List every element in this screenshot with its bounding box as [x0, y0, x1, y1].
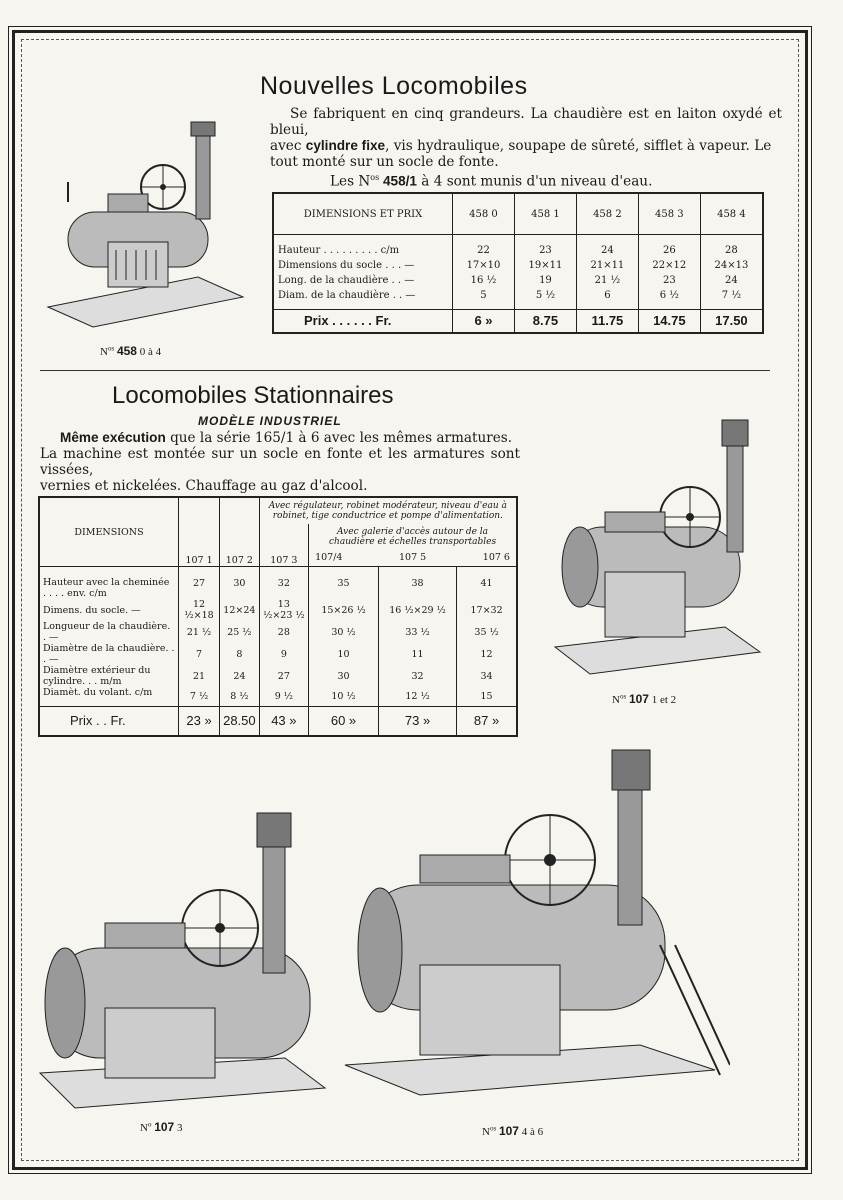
t2-col: 107 1 [179, 497, 220, 567]
t2-header-label: DIMENSIONS [39, 497, 179, 567]
caption-458: $N^{os}$ 458 0 à 4 [100, 344, 162, 358]
table-row: Diamèt. du volant. c/m 7 ½ 8 ½ 9 ½ 10 ½ 12 ½ 15 [39, 687, 517, 707]
table-row: Dimens. du socle. — 12 ½×18 12×24 13 ½×23 ½ 15×26 ½ 16 ½×29 ½ 17×32 [39, 599, 517, 621]
section2-intro: Même exécution que la série 165/1 à 6 avec les mêmes armatures. La machine est montée sur un socle en fonte et les armatures sont vissées, vernies et nickelées. Chauffage au gaz d'alcool. [40, 430, 520, 494]
table-row: Diamètre de la chaudière. . . — 7 8 9 10 11 12 [39, 643, 517, 665]
intro-line-4: Les $N^{os}$ 458/1 à 4 sont munis d'un niveau d'eau. [330, 173, 653, 190]
caption-107-4-6: $N^{os}$ 107 4 à 6 [482, 1124, 544, 1138]
intro-line-3: tout monté sur un socle de fonte. [270, 154, 499, 170]
locomobile-458-illustration [38, 112, 248, 337]
intro-line-2: avec cylindre fixe, vis hydraulique, soupape de sûreté, sifflet à vapeur. Le [270, 138, 772, 154]
table-row: Dimensions du socle . . . — 17×10 19×11 21×11 22×12 24×13 [273, 258, 763, 273]
cylindre-fixe-text: cylindre fixe [305, 138, 386, 153]
table-row: Hauteur avec la cheminée . . . . env. c/m 27 30 32 35 38 41 [39, 567, 517, 600]
price-row: Prix . . Fr. 23 » 28.50 43 » 60 » 73 » 87 » [39, 707, 517, 737]
table-row: Diamètre extérieur du cylindre. . . m/m 21 24 27 30 32 34 [39, 665, 517, 687]
section1-intro [270, 106, 782, 190]
t2-col: 107 2 [220, 497, 260, 567]
t2-col: 107 6 [482, 551, 510, 563]
t2-group1: Avec régulateur, robinet modérateur, niveau d'eau à robinet, tige conductrice et pompe d'alimentation. [259, 497, 517, 524]
table-107-dimensions [38, 496, 518, 737]
t2-col: 107 3 [259, 524, 308, 567]
intro-line-1: Se fabriquent en cinq grandeurs. La chaudière est en laiton oxydé et bleui, [270, 106, 782, 138]
caption-107-1-2: $N^{os}$ 107 1 et 2 [612, 692, 677, 706]
table-row: Hauteur . . . . . . . . . c/m 22 23 24 26 28 [273, 243, 763, 258]
t1-col: 458 0 [453, 193, 515, 235]
section1-title: Nouvelles Locomobiles [260, 72, 528, 100]
t2-group2: Avec galerie d'accès autour de la chaudière et échelles transportables [329, 526, 497, 547]
locomobile-107-1-2-illustration [545, 412, 770, 682]
table-row: Diam. de la chaudière . . — 5 5 ½ 6 6 ½ 7 ½ [273, 288, 763, 303]
caption-107-3: $N^o$ 107 3 [140, 1120, 183, 1134]
t1-col: 458 1 [514, 193, 576, 235]
section-divider [40, 370, 770, 371]
t2-col: 107 5 [399, 551, 427, 563]
t1-col: 458 3 [638, 193, 700, 235]
t1-header-label: DIMENSIONS ET PRIX [273, 193, 453, 235]
table-row: Long. de la chaudière . . — 16 ½ 19 21 ½ 23 24 [273, 273, 763, 288]
table-458-dimensions [272, 192, 764, 334]
t1-col: 458 2 [576, 193, 638, 235]
section2-subtitle: MODÈLE INDUSTRIEL [198, 414, 342, 428]
locomobile-107-3-illustration [35, 808, 335, 1113]
t2-col: 107/4 [315, 551, 343, 563]
price-row: Prix . . . . . . Fr. 6 » 8.75 11.75 14.75 17.50 [273, 310, 763, 334]
table-row: Longueur de la chaudière. . — 21 ½ 25 ½ 28 30 ½ 33 ½ 35 ½ [39, 621, 517, 643]
locomobile-107-4-6-illustration [340, 745, 730, 1100]
section2-title: Locomobiles Stationnaires [112, 382, 394, 409]
t1-col: 458 4 [700, 193, 763, 235]
t2-group2-cell [309, 524, 517, 567]
